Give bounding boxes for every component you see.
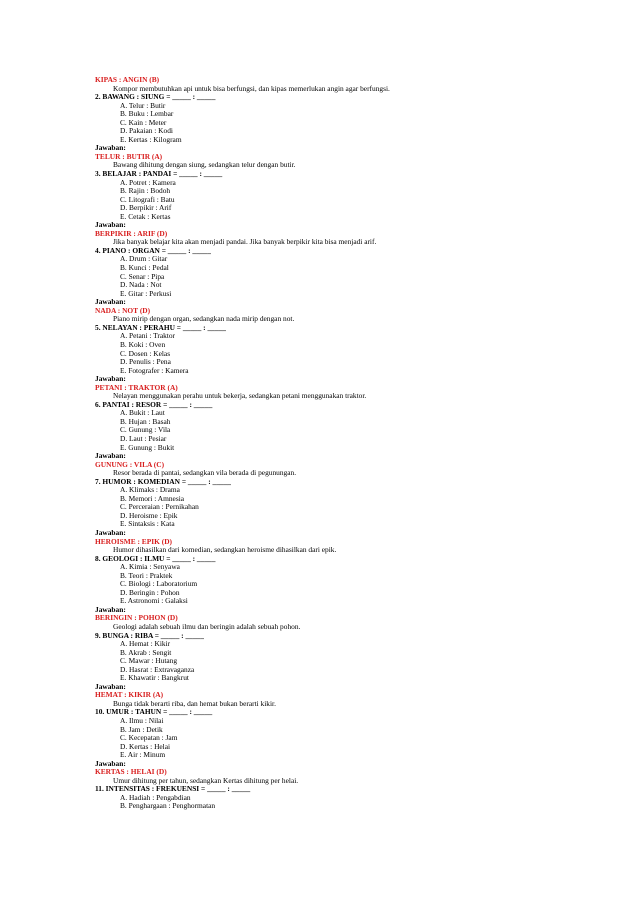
answer-key: HEMAT : KIKIR (A) (95, 690, 164, 700)
option-item: D. Pakaian : Kodi (120, 126, 173, 136)
option-item: A. Hadiah : Pengabdian (120, 792, 191, 802)
option-item: D. Laut : Pesiar (120, 433, 167, 443)
explanation-text: Resor berada di pantai, sedangkan vila berada di pegunungan. (113, 468, 297, 478)
option-item: D. Berpikir : Arif (120, 203, 172, 213)
option-item: A. Bukit : Laut (120, 408, 165, 418)
question-heading: 2. BAWANG : SIUNG = _____ : _____ (95, 92, 216, 102)
option-item: C. Gunung : Vila (120, 425, 171, 435)
answer-label: Jawaban: (95, 604, 126, 614)
option-item: A. Kimia : Senyawa (120, 562, 180, 572)
answer-key: HEROISME : EPIK (D) (95, 536, 172, 546)
question-heading: 6. PANTAI : RESOR = _____ : _____ (95, 399, 213, 409)
question-heading: 11. INTENSITAS : FREKUENSI = _____ : _____ (95, 784, 251, 794)
option-item: B. Koki : Oven (120, 339, 166, 349)
question-heading: 5. NELAYAN : PERAHU = _____ : _____ (95, 322, 226, 332)
option-item: E. Sintaksis : Kata (120, 519, 175, 529)
option-item: A. Potret : Kamera (120, 177, 176, 187)
answer-key: NADA : NOT (D) (95, 305, 151, 315)
option-item: E. Kertas : Kilogram (120, 134, 182, 144)
option-item: B. Memori : Amnesia (120, 493, 185, 503)
answer-label: Jawaban: (95, 527, 126, 537)
answer-label: Jawaban: (95, 374, 126, 384)
answer-key: KIPAS : ANGIN (B) (95, 75, 160, 84)
explanation-text: Bawang dihitung dengan siung, sedangkan telur dengan butir. (113, 160, 296, 170)
option-item: E. Astronomi : Galaksi (120, 596, 188, 606)
question-heading: 7. HUMOR : KOMEDIAN = _____ : _____ (95, 476, 232, 486)
option-item: C. Senar : Pipa (120, 271, 165, 281)
option-item: B. Jam : Detik (120, 724, 163, 734)
option-item: B. Penghargaan : Penghormatan (120, 801, 216, 811)
answer-label: Jawaban: (95, 297, 126, 307)
option-item: A. Ilmu : Nilai (120, 716, 164, 726)
explanation-text: Kompor membutuhkan api untuk bisa berfungsi, dan kipas memerlukan angin agar berfungsi. (113, 83, 390, 93)
option-item: E. Gitar : Perkusi (120, 288, 172, 298)
option-item: B. Rajin : Bodoh (120, 186, 171, 196)
explanation-text: Bunga tidak berarti riba, dan hemat bukan berarti kikir. (113, 698, 276, 708)
answer-label: Jawaban: (95, 451, 126, 461)
option-item: A. Hemat : Kikir (120, 639, 171, 649)
option-item: C. Dosen : Kelas (120, 348, 171, 358)
answer-key: TELUR : BUTIR (A) (95, 151, 163, 161)
option-item: B. Akrab : Sengit (120, 647, 172, 657)
question-heading: 8. GEOLOGI : ILMU = _____ : _____ (95, 553, 216, 563)
option-item: C. Kecepatan : Jam (120, 733, 178, 743)
answer-label: Jawaban: (95, 220, 126, 230)
option-item: E. Fotografer : Kamera (120, 365, 189, 375)
option-item: D. Heroisme : Epik (120, 510, 178, 520)
option-item: A. Petani : Traktor (120, 331, 176, 341)
option-item: D. Hasrat : Extravaganza (120, 664, 195, 674)
option-item: D. Beringin : Pohon (120, 587, 180, 597)
explanation-text: Nelayan menggunakan perahu untuk bekerja, sedangkan petani menggunakan traktor. (113, 391, 367, 401)
option-item: C. Biologi : Laboratorium (120, 579, 198, 589)
option-item: C. Kain : Meter (120, 117, 167, 127)
option-item: C. Mawar : Hutang (120, 656, 178, 666)
answer-key: KERTAS : HELAI (D) (95, 767, 167, 777)
question-heading: 3. BELAJAR : PANDAI = _____ : _____ (95, 169, 223, 179)
option-item: C. Perceraian : Pernikahan (120, 502, 199, 512)
question-heading: 4. PIANO : ORGAN = _____ : _____ (95, 245, 211, 255)
answer-label: Jawaban: (95, 143, 126, 153)
answer-label: Jawaban: (95, 758, 126, 768)
option-item: B. Teori : Praktek (120, 570, 173, 580)
option-item: E. Gunung : Bukit (120, 442, 175, 452)
option-item: A. Telur : Butir (120, 100, 166, 110)
option-item: E. Air : Minum (120, 750, 166, 760)
question-heading: 10. UMUR : TAHUN = _____ : _____ (95, 707, 213, 717)
option-item: E. Khawatir : Bangkrut (120, 673, 189, 683)
answer-key: PETANI : TRAKTOR (A) (95, 382, 178, 392)
option-item: B. Hujan : Basah (120, 416, 171, 426)
document-page (95, 76, 565, 811)
explanation-text: Jika banyak belajar kita akan menjadi pandai. Jika banyak berpikir kita bisa menjadi arif. (113, 237, 377, 247)
option-item: E. Cetak : Kertas (120, 211, 171, 221)
answer-key: BERINGIN : POHON (D) (95, 613, 178, 623)
option-item: B. Kunci : Pedal (120, 263, 169, 273)
answer-key: GUNUNG : VILA (C) (95, 459, 165, 469)
option-item: D. Nada : Not (120, 280, 162, 290)
answer-key: BERPIKIR : ARIF (D) (95, 228, 168, 238)
option-item: D. Penulis : Pena (120, 357, 171, 367)
explanation-text: Umur dihitung per tahun, sedangkan Kertas dihitung per helai. (113, 775, 299, 785)
option-item: A. Klimaks : Drama (120, 485, 180, 495)
option-item: C. Litografi : Batu (120, 194, 175, 204)
option-item: D. Kertas : Helai (120, 741, 171, 751)
explanation-text: Humor dihasilkan dari komedian, sedangkan heroisme dihasilkan dari epik. (113, 545, 337, 555)
option-item: A. Drum : Gitar (120, 254, 168, 264)
question-heading: 9. BUNGA : RIBA = _____ : _____ (95, 630, 204, 640)
explanation-text: Piano mirip dengan organ, sedangkan nada mirip dengan not. (113, 314, 295, 324)
answer-label: Jawaban: (95, 681, 126, 691)
explanation-text: Geologi adalah sebuah ilmu dan beringin adalah sebuah pohon. (113, 622, 301, 631)
option-item: B. Buku : Lembar (120, 109, 174, 119)
